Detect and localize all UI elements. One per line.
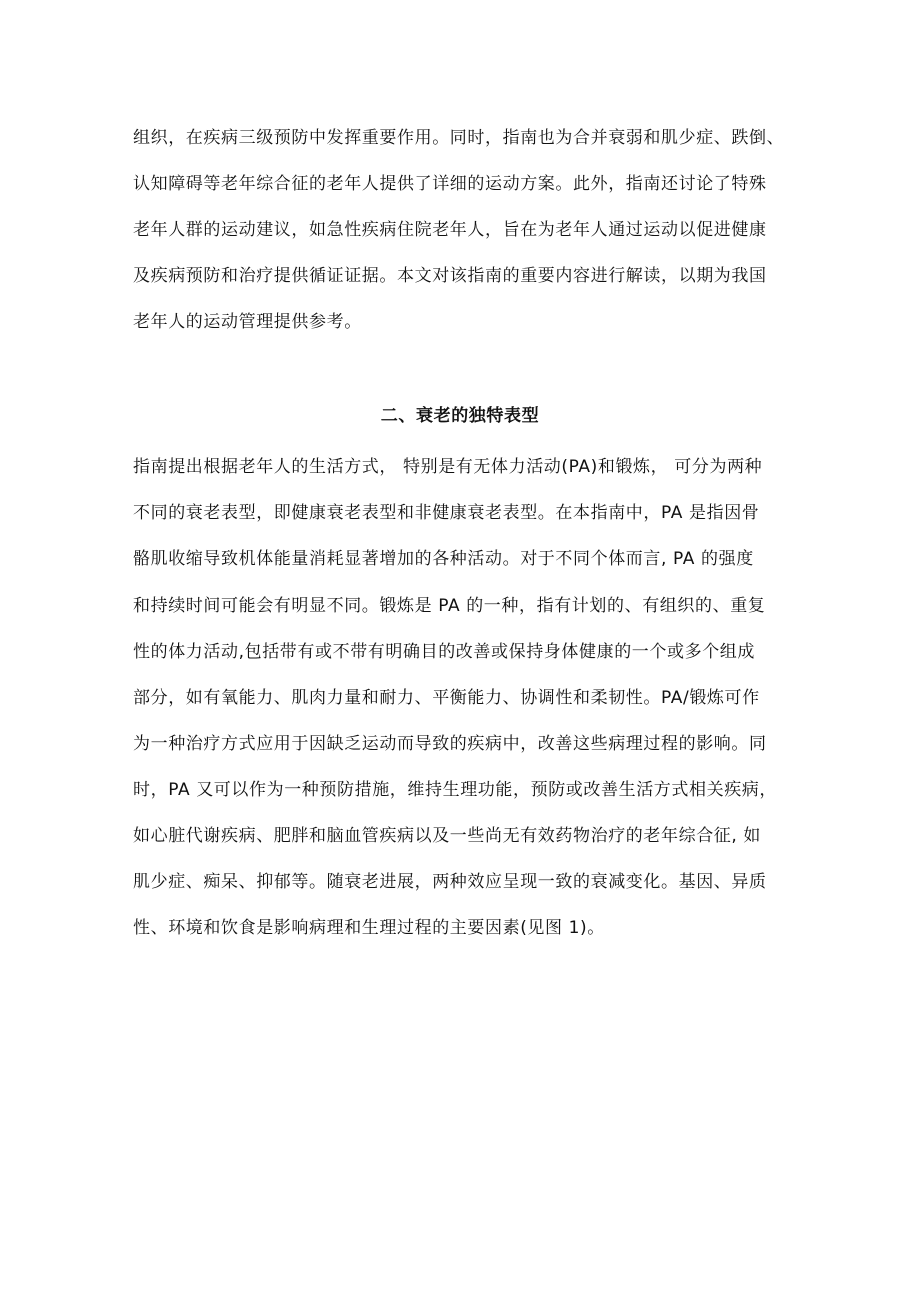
paragraph-line: 肌少症、痴呆、抑郁等。随衰老进展，两种效应呈现一致的衰减变化。基因、异质	[133, 872, 767, 892]
paragraph-line: 性、环境和饮食是影响病理和生理过程的主要因素(见图 1)。	[133, 918, 605, 938]
paragraph-line: 老年人的运动管理提供参考。	[133, 312, 362, 332]
paragraph-line: 不同的衰老表型，即健康衰老表型和非健康衰老表型。在本指南中，PA 是指因骨	[133, 503, 760, 523]
paragraph-line: 老年人群的运动建议，如急性疾病住院老年人，旨在为老年人通过运动以促进健康	[133, 220, 767, 240]
paragraph-line: 及疾病预防和治疗提供循证证据。本文对该指南的重要内容进行解读，以期为我国	[133, 266, 767, 286]
paragraph-line: 性的体力活动,包括带有或不带有明确目的改善或保持身体健康的一个或多个组成	[133, 642, 756, 662]
paragraph-line: 指南提出根据老年人的生活方式， 特别是有无体力活动(PA)和锻炼， 可分为两种	[133, 457, 763, 477]
section-heading: 二、衰老的独特表型	[380, 406, 540, 426]
paragraph-line: 骼肌收缩导致机体能量消耗显著增加的各种活动。对于不同个体而言, PA 的强度	[133, 549, 754, 569]
paragraph-line: 认知障碍等老年综合征的老年人提供了详细的运动方案。此外，指南还讨论了特殊	[133, 174, 767, 194]
paragraph-line: 时，PA 又可以作为一种预防措施，维持生理功能，预防或改善生活方式相关疾病，	[133, 780, 777, 800]
paragraph-line: 部分，如有氧能力、肌肉力量和耐力、平衡能力、协调性和柔韧性。PA/锻炼可作	[133, 688, 760, 708]
paragraph-line: 如心脏代谢疾病、肥胖和脑血管疾病以及一些尚无有效药物治疗的老年综合征, 如	[133, 826, 762, 846]
paragraph-line: 和持续时间可能会有明显不同。锻炼是 PA 的一种，指有计划的、有组织的、重复	[133, 596, 766, 616]
paragraph-line: 为一种治疗方式应用于因缺乏运动而导致的疾病中，改善这些病理过程的影响。同	[133, 734, 767, 754]
paragraph-line: 组织，在疾病三级预防中发挥重要作用。同时，指南也为合并衰弱和肌少症、跌倒、	[133, 128, 785, 148]
